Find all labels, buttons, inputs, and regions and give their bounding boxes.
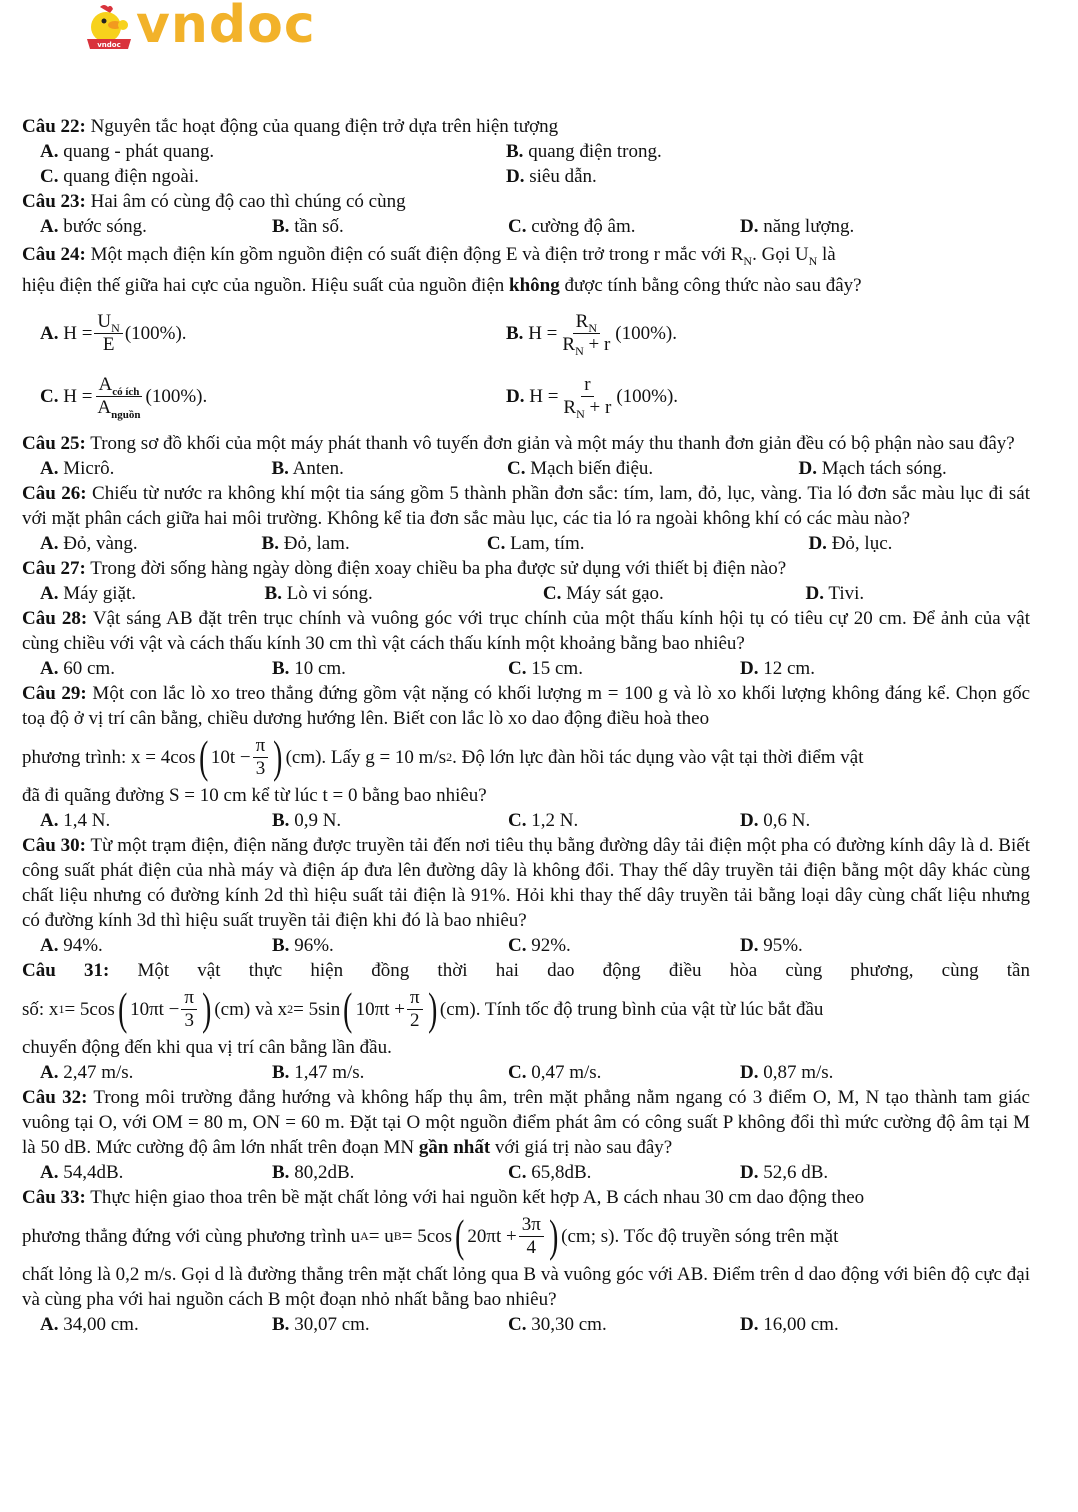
- question-27: [22, 556, 1030, 606]
- text-span: . Gọi U: [752, 244, 809, 265]
- question-label: Câu 22:: [22, 116, 86, 137]
- text-span: C.: [40, 166, 59, 187]
- text-span: D.: [506, 385, 525, 407]
- option-a[interactable]: [40, 139, 506, 164]
- text-span: C.: [542, 583, 562, 604]
- option-b[interactable]: [265, 581, 493, 606]
- text-span: Micrô.: [63, 458, 115, 479]
- question-text: Một con lắc lò xo treo thẳng đứng gồm vật nặng có khối lượng m = 100 g và lò xo khối lượng không đáng kể. Chọn gốc toạ độ ở vị trí cân bằng, chiều dương hướng lên. Biết con lắc lò xo dao động điều hoà theo: [22, 683, 1031, 729]
- text-span: 80,2dB.: [294, 1162, 355, 1183]
- option-b[interactable]: [262, 531, 487, 556]
- text-span: N: [576, 406, 585, 421]
- option-a[interactable]: [40, 531, 262, 556]
- text-span: R: [562, 333, 576, 355]
- text-span: không: [509, 275, 560, 296]
- text-span: (100%).: [616, 385, 679, 407]
- text-span: phương trình: x = 4cos: [22, 746, 196, 768]
- text-span: 0,9 N.: [294, 810, 342, 831]
- text-span: = u: [368, 1225, 394, 1247]
- fraction: [560, 374, 614, 419]
- text-span: 12 cm.: [763, 658, 815, 679]
- text-span: (cm). Lấy g = 10 m/s: [285, 746, 447, 768]
- option-a[interactable]: [40, 311, 506, 356]
- text-span: quang điện ngoài.: [63, 166, 199, 187]
- text-span: . Độ lớn lực đàn hồi tác dụng vào vật tại thời điểm vật: [452, 746, 864, 768]
- text-span: H =: [529, 385, 559, 407]
- option-d[interactable]: [740, 808, 972, 833]
- text-span: = 5sin: [293, 998, 341, 1020]
- text-span: 30,07 cm.: [294, 1314, 370, 1335]
- option-c[interactable]: [493, 581, 766, 606]
- text-span: 0,6 N.: [763, 810, 811, 831]
- text-span: D.: [506, 166, 525, 187]
- text-span: 92%.: [531, 935, 571, 956]
- option-c[interactable]: [508, 933, 740, 958]
- question-label: Câu 23:: [22, 191, 86, 212]
- text-span: Anten.: [292, 458, 344, 479]
- option-b[interactable]: [272, 456, 508, 481]
- question-label: Câu 28:: [22, 608, 88, 629]
- text-span: 2: [410, 1009, 420, 1031]
- option-c[interactable]: [508, 1060, 740, 1085]
- vndoc-logo[interactable]: [84, 2, 324, 54]
- text-span: 10πt +: [355, 998, 405, 1020]
- question-29: [22, 681, 1030, 833]
- text-span: C.: [508, 1162, 527, 1183]
- option-a[interactable]: [40, 656, 272, 681]
- brand-wordmark: vndoc: [136, 0, 316, 55]
- text-span: 10 cm.: [294, 658, 346, 679]
- question-label: Câu 26:: [22, 483, 87, 504]
- text-span: R: [563, 396, 577, 418]
- text-span: B.: [506, 141, 524, 162]
- option-c[interactable]: [508, 214, 740, 239]
- text-span: Lò vi sóng.: [286, 583, 373, 604]
- text-span: siêu dẫn.: [529, 166, 597, 187]
- option-a[interactable]: [40, 933, 272, 958]
- text-span: Đỏ, lam.: [283, 533, 350, 554]
- question-label: Câu 29:: [22, 683, 87, 704]
- text-span: Mạch biến điệu.: [530, 458, 654, 479]
- option-c[interactable]: [487, 531, 709, 556]
- text-span: A.: [40, 810, 59, 831]
- text-span: 3π: [519, 1214, 544, 1237]
- text-span: U: [97, 310, 112, 332]
- text-span: A.: [40, 935, 59, 956]
- text-span: N: [575, 343, 584, 358]
- ribbon-text: vndoc: [97, 41, 121, 49]
- text-span: C.: [508, 935, 527, 956]
- question-text: Chiếu từ nước ra không khí một tia sáng gồm 5 thành phần đơn sắc: tím, lam, đỏ, lục, vàng. Tia ló đơn sắc màu lục đi sát với mặt phân cách giữa hai môi trường. Không kể tia đơn sắc màu lục, các tia ló ra ngoài không khí có các màu nào?: [22, 483, 1031, 529]
- text-span: C.: [508, 1314, 527, 1335]
- option-d[interactable]: [708, 531, 1030, 556]
- text-span: 10πt −: [130, 998, 180, 1020]
- equation-line: số: x 1 = 5cos ( 10πt − $\frac{\pi}{3}$ ) (cm) và x 2 = 5sin ( 10πt + $\frac{\pi}{2}$ ) (cm). Tính tốc độ trung bình của vật từ lúc bắt đầu: [22, 983, 824, 1034]
- text-span: 95%.: [763, 935, 803, 956]
- text-span: B.: [272, 1162, 290, 1183]
- option-a[interactable]: [40, 1160, 272, 1185]
- text-span: B.: [272, 935, 290, 956]
- fraction: [94, 311, 122, 356]
- text-span: E: [102, 333, 115, 355]
- text-span: (100%).: [124, 322, 187, 344]
- text-span: (cm; s). Tốc độ truyền sóng trên mặt: [561, 1225, 839, 1247]
- option-a[interactable]: [40, 214, 272, 239]
- option-c[interactable]: [508, 808, 740, 833]
- question-label: Câu 24:: [22, 244, 86, 265]
- option-d[interactable]: [740, 1060, 972, 1085]
- text-span: phương thẳng đứng với cùng phương trình u: [22, 1225, 361, 1247]
- text-span: quang - phát quang.: [63, 141, 215, 162]
- question-text: Hai âm có cùng độ cao thì chúng có cùng: [90, 191, 406, 212]
- text-span: B.: [272, 216, 290, 237]
- text-span: 3: [255, 757, 266, 779]
- text-span: Mạch tách sóng.: [821, 458, 947, 479]
- text-span: H =: [63, 385, 93, 407]
- option-c[interactable]: [508, 1312, 740, 1337]
- question-25: [22, 431, 1030, 481]
- text-span: Đỏ, lục.: [831, 533, 893, 554]
- option-d[interactable]: [506, 374, 972, 419]
- text-span: N: [743, 253, 753, 268]
- text-span: Trong môi trường đẳng hướng và không hấp thụ âm, trên mặt phẳng nằm ngang có 3 điểm O, M, N tạo thành tam giác vuông tại O, với OM = 80 m, ON = 60 m. Đặt tại O một nguồn điểm phát âm có công suất P không đổi thì mức cường độ âm tại M là 50 dB. Mức cường độ âm lớn nhất trên đoạn MN: [22, 1087, 1030, 1158]
- text-span: A.: [40, 458, 59, 479]
- option-b[interactable]: [272, 808, 508, 833]
- text-span: D.: [740, 1314, 759, 1335]
- equation-line: phương trình: x = 4cos ( 10t − $\frac{\pi}{3}$ ) (cm). Lấy g = 10 m/s 2 . Độ lớn lực đàn hồi tác dụng vào vật tại thời điểm vật: [22, 731, 864, 782]
- fraction: [94, 374, 143, 419]
- question-28: [22, 606, 1030, 681]
- text-span: C.: [40, 385, 59, 407]
- text-span: C.: [508, 216, 527, 237]
- text-span: gần nhất: [418, 1137, 491, 1158]
- question-label: Câu 31:: [22, 960, 110, 981]
- option-c[interactable]: [40, 374, 506, 419]
- option-d[interactable]: [506, 164, 972, 189]
- text-span: 16,00 cm.: [763, 1314, 839, 1335]
- text-span: (cm). Tính tốc độ trung bình của vật từ lúc bắt đầu: [439, 998, 824, 1020]
- option-c[interactable]: [40, 164, 506, 189]
- text-span: đã đi quãng đường S = 10 cm kể từ lúc t = 0 bằng bao nhiêu?: [22, 785, 487, 806]
- text-span: N: [111, 320, 120, 335]
- text-span: A: [98, 373, 113, 395]
- text-span: π: [253, 735, 269, 758]
- text-span: 1,2 N.: [531, 810, 579, 831]
- text-span: C.: [508, 810, 527, 831]
- text-span: = 5cos: [401, 1225, 453, 1247]
- option-d[interactable]: [765, 581, 1030, 606]
- option-c[interactable]: [508, 656, 740, 681]
- text-span: hiệu điện thế giữa hai cực của nguồn. Hiệu suất của nguồn điện: [22, 275, 510, 296]
- text-span: A.: [40, 216, 59, 237]
- text-span: A.: [40, 1162, 59, 1183]
- text-span: Tivi.: [828, 583, 865, 604]
- text-span: A.: [40, 141, 59, 162]
- text-span: H =: [528, 322, 558, 344]
- text-span: π: [407, 987, 423, 1010]
- option-a[interactable]: [40, 1060, 272, 1085]
- text-span: 0,47 m/s.: [531, 1062, 602, 1083]
- text-span: là: [817, 244, 836, 265]
- text-span: H =: [63, 322, 93, 344]
- text-span: cường độ âm.: [531, 216, 636, 237]
- text-span: C.: [507, 458, 526, 479]
- text-span: C.: [508, 658, 527, 679]
- option-a[interactable]: [40, 808, 272, 833]
- question-30: [22, 833, 1030, 958]
- text-span: 60 cm.: [63, 658, 115, 679]
- text-span: được tính bằng công thức nào sau đây?: [559, 275, 862, 296]
- option-b[interactable]: [272, 214, 508, 239]
- text-span: A.: [40, 583, 59, 604]
- option-d[interactable]: [740, 1160, 972, 1185]
- text-span: 4: [526, 1236, 537, 1258]
- text-span: R: [575, 310, 589, 332]
- text-span: chuyển động đến khi qua vị trí cân bằng lần đầu.: [22, 1037, 392, 1058]
- text-span: (100%).: [145, 385, 208, 407]
- question-26: [22, 481, 1030, 556]
- question-23: [22, 189, 1030, 239]
- question-label: Câu 30:: [22, 835, 86, 856]
- text-span: D.: [740, 658, 759, 679]
- text-span: D.: [808, 533, 827, 554]
- question-text: Vật sáng AB đặt trên trục chính và vuông góc với trục chính của một thấu kính hội tụ có tiêu cự 20 cm. Để ảnh của vật cùng chiều với vật và cách thấu kính 30 cm thì vật cách thấu kính một khoảng bằng bao nhiêu?: [22, 608, 1030, 654]
- text-span: Đỏ, vàng.: [63, 533, 138, 554]
- option-d[interactable]: [739, 456, 1031, 481]
- text-span: (cm) và x: [214, 998, 288, 1020]
- text-span: số: x: [22, 998, 59, 1020]
- text-span: 52,6 dB.: [763, 1162, 829, 1183]
- option-a[interactable]: [40, 581, 265, 606]
- exam-page: [22, 114, 1030, 1337]
- option-a[interactable]: [40, 456, 272, 481]
- question-31: [22, 958, 1030, 1085]
- text-span: 10t −: [210, 746, 251, 768]
- question-text: Nguyên tắc hoạt động của quang điện trở dựa trên hiện tượng: [90, 116, 559, 137]
- text-span: (100%).: [615, 322, 678, 344]
- text-span: 30,30 cm.: [531, 1314, 607, 1335]
- text-span: 1,4 N.: [63, 810, 111, 831]
- text-span: A.: [40, 533, 59, 554]
- text-span: có ích: [112, 385, 140, 398]
- option-c[interactable]: [507, 456, 739, 481]
- text-span: B.: [264, 583, 282, 604]
- option-b[interactable]: [272, 933, 508, 958]
- text-span: Máy giặt.: [63, 583, 137, 604]
- text-span: với giá trị nào sau đây?: [490, 1137, 673, 1158]
- question-label: Câu 32:: [22, 1087, 88, 1108]
- text-span: D.: [805, 583, 824, 604]
- text-span: năng lượng.: [763, 216, 855, 237]
- text-span: Máy sát gạo.: [566, 583, 664, 604]
- text-span: B.: [506, 322, 524, 344]
- text-span: + r: [583, 333, 611, 355]
- text-span: 65,8dB.: [531, 1162, 592, 1183]
- option-a[interactable]: [40, 1312, 272, 1337]
- text-span: 96%.: [294, 935, 334, 956]
- option-b[interactable]: [272, 1060, 508, 1085]
- question-label: Câu 33:: [22, 1187, 86, 1208]
- option-b[interactable]: [272, 1160, 508, 1185]
- text-span: Thực hiện giao thoa trên bề mặt chất lỏng với hai nguồn kết hợp A, B cách nhau 30 cm dao động theo: [90, 1187, 865, 1208]
- text-span: 0,87 m/s.: [763, 1062, 834, 1083]
- question-label: Câu 25:: [22, 433, 86, 454]
- option-b[interactable]: [272, 656, 508, 681]
- option-d[interactable]: [740, 214, 972, 239]
- option-c[interactable]: [508, 1160, 740, 1185]
- text-span: B.: [272, 810, 290, 831]
- text-span: 3: [184, 1009, 194, 1031]
- text-span: A.: [40, 322, 59, 344]
- option-d[interactable]: [740, 1312, 972, 1337]
- question-text: Từ một trạm điện, điện năng được truyền tải đến nơi tiêu thụ bằng đường dây tải điện một pha có đường kính dây là d. Biết công suất phát điện của nhà máy và điện áp đưa lên đường dây là không đổi. Thay thế dây truyền tải điện bằng một dây khác cùng chất liệu nhưng có đường kính 2d thì hiệu suất tải điện là 91%. Hỏi khi thay thế dây truyền tải bằng loại dây cùng chất liệu nhưng có đường kính 3d thì hiệu suất truyền tải điện khi đó là bao nhiêu?: [22, 835, 1030, 931]
- question-label: Câu 27:: [22, 558, 86, 579]
- text-span: A.: [40, 658, 59, 679]
- text-span: bước sóng.: [63, 216, 147, 237]
- text-span: D.: [740, 216, 759, 237]
- question-32: [22, 1085, 1030, 1185]
- text-span: B.: [271, 458, 289, 479]
- option-b[interactable]: [272, 1312, 508, 1337]
- text-span: = 5cos: [64, 998, 115, 1020]
- text-span: D.: [740, 1062, 759, 1083]
- option-d[interactable]: [740, 933, 972, 958]
- question-text: Trong sơ đồ khối của một máy phát thanh vô tuyến đơn giản và một máy thu thanh đơn giản đều có bộ phận nào sau đây?: [90, 433, 1015, 454]
- text-span: B.: [272, 1314, 290, 1335]
- text-span: 54,4dB.: [63, 1162, 124, 1183]
- text-span: chất lỏng là 0,2 m/s. Gọi d là đường thẳng trên mặt chất lỏng qua B và vuông góc với AB. Điểm trên d dao động với biên độ cực đại và cùng pha với hai nguồn cách B một đoạn nhỏ nhất bằng bao nhiêu?: [22, 1264, 1030, 1310]
- text-span: 1,47 m/s.: [294, 1062, 365, 1083]
- text-span: B.: [261, 533, 279, 554]
- chicken-mascot-icon: [84, 3, 134, 53]
- text-span: C.: [508, 1062, 527, 1083]
- text-span: A: [97, 396, 112, 418]
- text-span: + r: [584, 396, 612, 418]
- text-span: B.: [272, 1062, 290, 1083]
- option-b[interactable]: [506, 139, 972, 164]
- text-span: D.: [740, 1162, 759, 1183]
- text-span: Một mạch điện kín gồm nguồn điện có suất điện động E và điện trở trong r mắc với R: [90, 244, 744, 265]
- text-span: quang điện trong.: [528, 141, 662, 162]
- option-d[interactable]: [740, 656, 972, 681]
- text-span: 34,00 cm.: [63, 1314, 139, 1335]
- text-span: N: [808, 253, 818, 268]
- text-span: Lam, tím.: [510, 533, 585, 554]
- text-span: π: [181, 987, 197, 1010]
- text-span: A.: [40, 1314, 59, 1335]
- text-span: tần số.: [294, 216, 344, 237]
- question-text: Trong đời sống hàng ngày dòng điện xoay chiều ba pha được sử dụng với thiết bị điện nào?: [90, 558, 787, 579]
- equation-line: phương thẳng đứng với cùng phương trình u A = u B = 5cos ( 20πt + $\frac{3\pi}{4}$ ) (cm; s). Tốc độ truyền sóng trên mặt: [22, 1210, 839, 1261]
- text-span: 15 cm.: [531, 658, 583, 679]
- question-24: [22, 239, 1030, 427]
- text-span: A.: [40, 1062, 59, 1083]
- question-22: [22, 114, 1030, 189]
- text-span: C.: [486, 533, 506, 554]
- text-span: 94%.: [63, 935, 103, 956]
- fraction: [559, 311, 613, 356]
- text-span: nguồn: [111, 408, 141, 421]
- text-span: r: [581, 374, 593, 397]
- text-span: B.: [272, 658, 290, 679]
- text-span: 2,47 m/s.: [63, 1062, 134, 1083]
- question-33: [22, 1185, 1030, 1337]
- text-span: D.: [740, 935, 759, 956]
- question-text: Một vật thực hiện đồng thời hai dao động điều hòa cùng phương, cùng tần: [137, 960, 1030, 981]
- text-span: N: [588, 320, 597, 335]
- text-span: 20πt +: [467, 1225, 517, 1247]
- text-span: D.: [740, 810, 759, 831]
- option-b[interactable]: [506, 311, 972, 356]
- text-span: D.: [798, 458, 817, 479]
